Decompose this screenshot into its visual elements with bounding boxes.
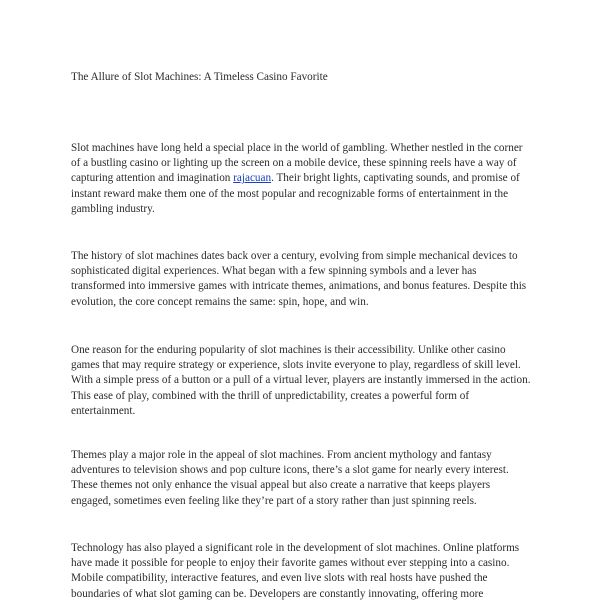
paragraph-themes: Themes play a major role in the appeal of slot machines. From ancient mythology and fantasy adventures to television shows and pop culture icons, there’s a slot game for nearly every interest. These themes not only enhance the visual appeal but also create a narrative that keeps players engaged, sometimes even feeling like they’re part of a story rather than just spinning reels. (71, 449, 509, 507)
paragraph-technology: Technology has also played a significant role in the development of slot machines. Online platforms have made it possible for people to enjoy their favorite games without ever stepping into a casino. Mobile compatibility, interactive features, and even live slots with real hosts have pushed the boundaries of what slot gaming can be. Developers are constantly innovating, offering more (71, 542, 520, 600)
paragraph-history: The history of slot machines dates back over a century, evolving from simple mechanical devices to sophisticated digital experiences. What began with a few spinning symbols and a lever has transformed into immersive games with intricate themes, animations, and bonus features. Despite this evolution, the core concept remains the same: spin, hope, and win. (71, 250, 527, 308)
document-title: The Allure of Slot Machines: A Timeless Casino Favorite (71, 71, 328, 83)
rajacuan-link[interactable]: rajacuan (233, 172, 272, 185)
paragraph-text: . Their bright lights, captivating sounds, and promise of instant reward make them one of the most popular and recognizable forms of entertainment in the gambling industry. (71, 172, 520, 215)
paragraph-text: Slot machines have long held a special place in the world of gambling. Whether nestled in the corner of a bustling casino or lighting up the screen on a mobile device, these spinning reels have a way of capturing attention and imagination (71, 142, 523, 185)
paragraph-intro (71, 141, 531, 217)
paragraph-accessibility: One reason for the enduring popularity of slot machines is their accessibility. Unlike other casino games that may require strategy or experience, slots invite everyone to play, regardless of skill level. With a simple press of a button or a pull of a virtual lever, players are instantly immersed in the action. This ease of play, combined with the thrill of unpredictability, creates a powerful form of entertainment. (71, 344, 531, 417)
